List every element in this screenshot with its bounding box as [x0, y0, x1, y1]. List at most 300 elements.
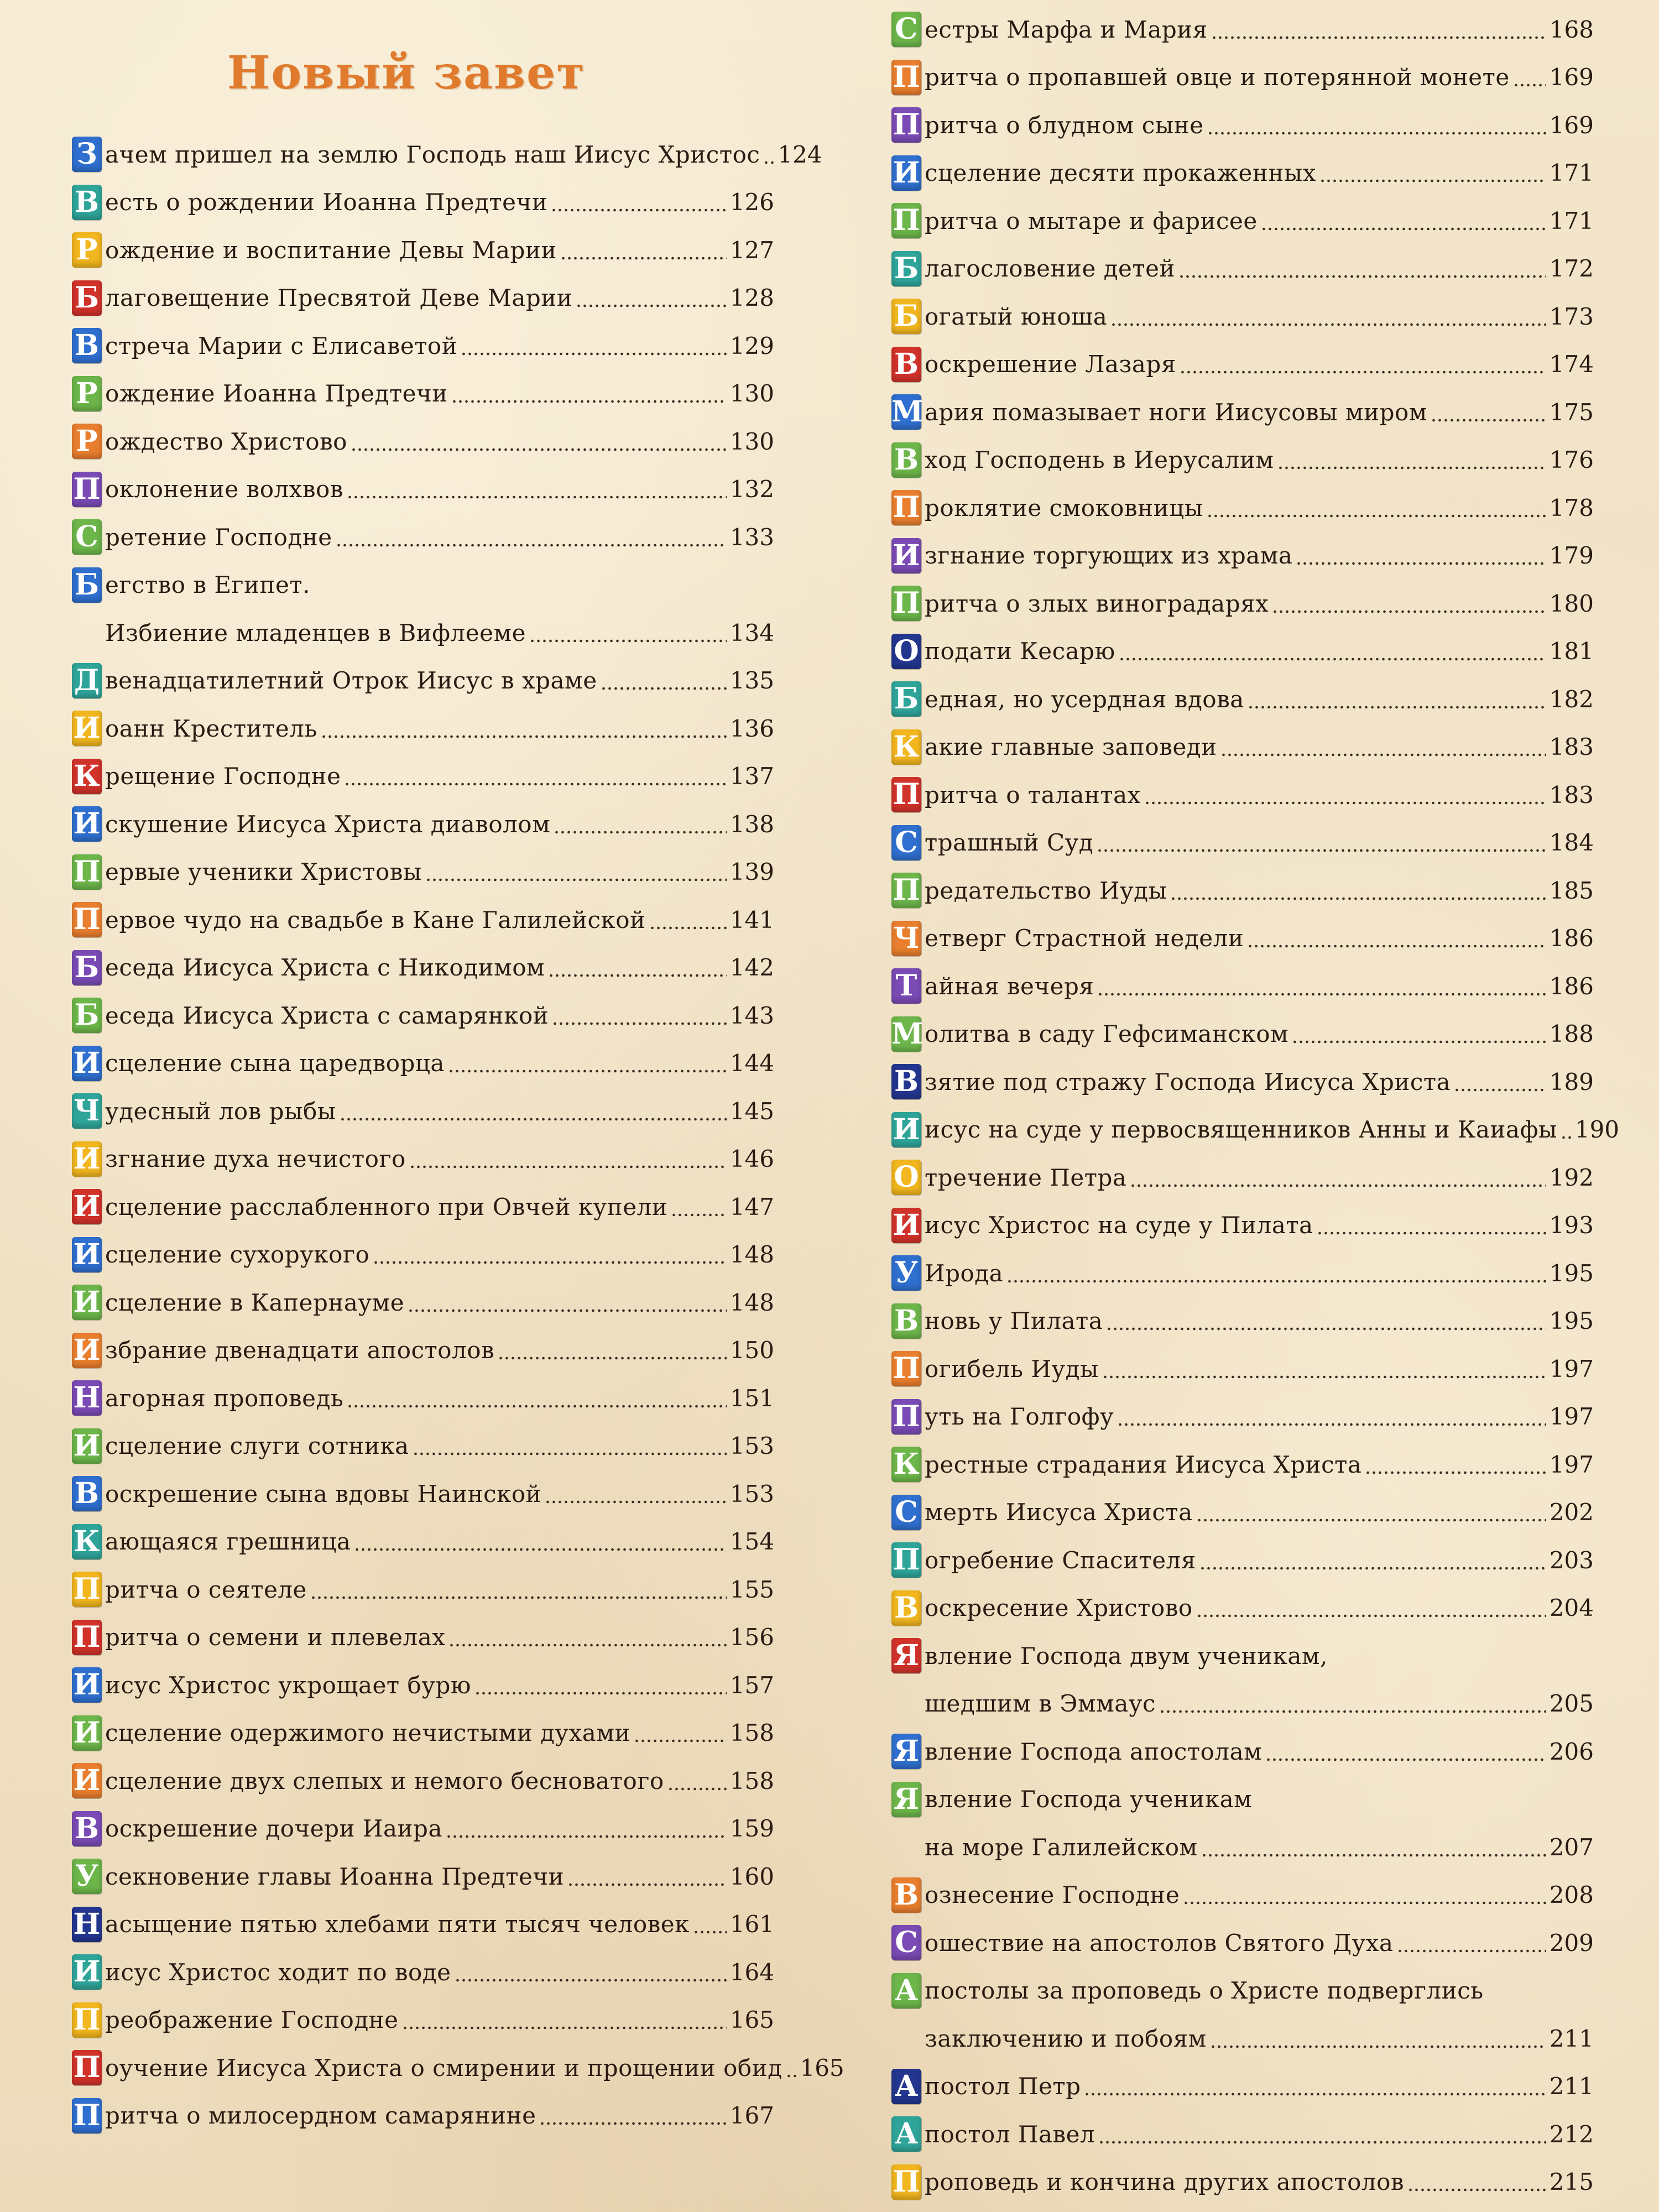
dot-leader — [539, 2121, 726, 2126]
toc-entry — [891, 149, 1594, 197]
dot-leader — [1119, 656, 1546, 662]
dot-leader — [474, 1691, 727, 1696]
drop-cap-initial: И — [72, 1715, 102, 1751]
drop-cap-initial: П — [891, 490, 921, 525]
dot-leader — [1196, 1613, 1546, 1619]
toc-entry-title: рестные страдания Иисуса Христа — [925, 1451, 1362, 1478]
toc-page-number: 182 — [1549, 685, 1594, 713]
toc-entry-title: вление Господа апостолам — [925, 1738, 1262, 1765]
dot-leader — [786, 2073, 797, 2079]
drop-cap-initial: Я — [891, 1638, 921, 1673]
drop-cap-initial: И — [72, 1141, 102, 1177]
dot-leader — [1319, 178, 1546, 184]
toc-entry-title: ретение Господне — [105, 523, 332, 551]
toc-page-number: 169 — [1549, 111, 1594, 139]
toc-entry — [72, 1135, 774, 1183]
drop-cap-initial: Б — [891, 251, 921, 286]
toc-entry-title: оскресение Христово — [925, 1594, 1193, 1622]
toc-page-number: 134 — [729, 619, 774, 646]
drop-cap-initial: П — [891, 873, 921, 908]
toc-page-number: 155 — [729, 1575, 774, 1603]
drop-cap-initial: П — [891, 1351, 921, 1386]
drop-cap-initial: П — [72, 854, 102, 890]
toc-entry-title: ождение и воспитание Девы Марии — [105, 236, 557, 264]
drop-cap-initial: Б — [72, 567, 102, 603]
toc-entry — [891, 1871, 1594, 1919]
dot-leader — [1110, 322, 1546, 327]
drop-cap-initial: В — [72, 1476, 102, 1511]
toc-entry — [72, 418, 774, 466]
toc-entry — [72, 1709, 774, 1757]
drop-cap-initial: Н — [72, 1380, 102, 1416]
toc-page-number: 183 — [1549, 733, 1594, 761]
toc-page-number: 211 — [1549, 2025, 1594, 2052]
dot-leader — [408, 1308, 727, 1313]
toc-entry-title: удесный лов рыбы — [105, 1097, 336, 1125]
toc-entry — [891, 2158, 1594, 2206]
toc-page-number: 195 — [1549, 1259, 1594, 1287]
drop-cap-initial: Б — [72, 950, 102, 985]
dot-leader — [601, 686, 727, 691]
dot-leader — [1084, 2091, 1546, 2097]
toc-page-number: 205 — [1549, 1690, 1594, 1718]
toc-entry — [72, 226, 774, 274]
toc-entry-title: етверг Страстной недели — [925, 925, 1244, 952]
toc-entry — [72, 944, 774, 992]
toc-page-number: 132 — [729, 476, 774, 503]
toc-entry — [891, 197, 1594, 245]
toc-page-number: 130 — [729, 380, 774, 408]
toc-entry-title: ачем пришел на землю Господь наш Иисус Христос — [105, 140, 760, 168]
dot-leader — [551, 207, 727, 213]
dot-leader — [576, 303, 727, 309]
toc-page-number: 160 — [729, 1863, 774, 1890]
toc-entry — [72, 896, 774, 944]
toc-entry-title: еседа Иисуса Христа с самарянкой — [105, 1001, 549, 1029]
dot-leader — [1277, 465, 1546, 471]
toc-page-number: 157 — [729, 1671, 774, 1699]
dot-leader — [1454, 1087, 1546, 1093]
toc-page-number: 212 — [1549, 2120, 1594, 2148]
drop-cap-initial: С — [891, 1495, 921, 1530]
toc-page-number: 144 — [729, 1050, 774, 1077]
toc-page-number: 204 — [1549, 1594, 1594, 1622]
toc-entry — [891, 1393, 1594, 1441]
drop-cap-initial: Б — [72, 280, 102, 316]
toc-entry-title: егство в Египет. — [105, 571, 310, 599]
drop-cap-initial: П — [891, 2164, 921, 2200]
dot-leader — [649, 925, 727, 931]
toc-page-number: 130 — [729, 427, 774, 455]
dot-leader — [498, 1355, 727, 1361]
drop-cap-initial: В — [891, 1064, 921, 1099]
toc-page-number: 178 — [1549, 494, 1594, 521]
drop-cap-initial: О — [891, 1160, 921, 1195]
toc-entry-title: постол Петр — [925, 2073, 1081, 2100]
drop-cap-initial: А — [891, 2116, 921, 2152]
drop-cap-initial: З — [72, 137, 102, 172]
drop-cap-initial: П — [891, 107, 921, 143]
toc-entry-title: ознесение Господне — [925, 1881, 1180, 1909]
toc-entry-title: редательство Иуды — [925, 877, 1167, 904]
toc-page-number: 136 — [729, 714, 774, 742]
toc-entry — [891, 1345, 1594, 1393]
dot-leader — [347, 1404, 727, 1409]
dot-leader — [1211, 35, 1546, 40]
toc-page-number: 165 — [800, 2054, 844, 2081]
toc-page-number: 153 — [729, 1432, 774, 1460]
drop-cap-initial: П — [891, 586, 921, 621]
toc-page-number: 148 — [729, 1288, 774, 1316]
dot-leader — [1199, 1566, 1546, 1571]
drop-cap-initial: П — [72, 2050, 102, 2085]
toc-entry-title: роклятие смоковницы — [925, 494, 1203, 521]
dot-leader — [1272, 609, 1546, 614]
toc-page-number: 145 — [729, 1097, 774, 1125]
toc-entry — [72, 992, 774, 1040]
drop-cap-initial: И — [72, 1046, 102, 1081]
drop-cap-initial: И — [891, 155, 921, 191]
toc-entry-title: ритча о милосердном самарянине — [105, 2102, 536, 2130]
toc-entry-title: оанн Креститель — [105, 714, 317, 742]
toc-entry — [891, 1106, 1620, 1154]
drop-cap-initial: В — [72, 1811, 102, 1846]
drop-cap-initial: Я — [891, 1782, 921, 1817]
toc-page-number: 141 — [729, 906, 774, 933]
toc-page-number: 181 — [1549, 638, 1594, 665]
toc-entry-title: айная вечеря — [925, 972, 1094, 1000]
dot-leader — [1006, 1279, 1546, 1284]
toc-entry-title: ритча о блудном сыне — [925, 111, 1204, 139]
dot-leader — [1248, 705, 1546, 710]
toc-entry — [891, 2063, 1594, 2111]
drop-cap-initial: И — [891, 538, 921, 573]
toc-page-number: 186 — [1549, 972, 1594, 1000]
toc-entry-title: реображение Господне — [105, 2006, 399, 2034]
toc-entry — [72, 1996, 774, 2044]
toc-entry-title: ождение Иоанна Предтечи — [105, 380, 448, 408]
toc-entry — [891, 1919, 1594, 1967]
toc-page-number: 208 — [1549, 1881, 1594, 1909]
toc-entry — [891, 1536, 1594, 1584]
drop-cap-initial: И — [72, 806, 102, 842]
toc-entry-title: мерть Иисуса Христа — [925, 1499, 1193, 1526]
dot-leader — [1180, 369, 1546, 375]
drop-cap-initial: В — [891, 1303, 921, 1339]
dot-leader — [1247, 943, 1546, 949]
toc-page-number: 215 — [1549, 2168, 1594, 2196]
toc-entry-title: едная, но усердная вдова — [925, 685, 1244, 713]
toc-entry-title: ервое чудо на свадьбе в Кане Галилейской — [105, 906, 646, 933]
toc-entry-title: Ирода — [925, 1259, 1004, 1287]
dot-leader — [1265, 1757, 1546, 1762]
toc-entry-title: оскрешение дочери Иаира — [105, 1815, 442, 1843]
dot-leader — [1317, 1230, 1546, 1236]
toc-page-number: 183 — [1549, 781, 1594, 808]
drop-cap-initial: И — [72, 1333, 102, 1368]
toc-entry-title: лагословение детей — [925, 255, 1175, 283]
drop-cap-initial: П — [891, 1399, 921, 1434]
toc-entry — [891, 245, 1594, 293]
toc-entry-title: тречение Петра — [925, 1164, 1127, 1191]
toc-entry-title: ария помазывает ноги Иисусовы миром — [925, 398, 1427, 426]
toc-page-number: 137 — [729, 763, 774, 790]
toc-entry-title: еседа Иисуса Христа с Никодимом — [105, 954, 545, 982]
toc-entry-title: ритча о пропавшей овце и потерянной монете — [925, 64, 1510, 91]
toc-page-number: 138 — [729, 810, 774, 838]
toc-page-number: 147 — [729, 1193, 774, 1220]
toc-entry — [72, 1040, 774, 1088]
toc-entry — [72, 705, 774, 753]
toc-page-number: 129 — [729, 332, 774, 359]
toc-entry — [72, 800, 774, 848]
toc-entry — [72, 753, 774, 801]
toc-entry — [891, 1154, 1594, 1202]
toc-entry — [891, 1010, 1594, 1058]
toc-page-number: 192 — [1549, 1164, 1594, 1191]
drop-cap-initial: И — [72, 1954, 102, 1990]
toc-entry — [72, 1087, 774, 1135]
toc-entry-title: ритча о талантах — [925, 781, 1141, 808]
dot-leader — [321, 734, 727, 739]
toc-entry — [891, 1489, 1594, 1537]
toc-page-number: 207 — [1549, 1833, 1594, 1861]
drop-cap-initial: И — [72, 711, 102, 746]
toc-entry-title: исус Христос на суде у Пилата — [925, 1212, 1313, 1239]
drop-cap-initial: К — [72, 759, 102, 794]
toc-entry — [891, 1441, 1594, 1489]
dot-leader — [567, 1882, 727, 1887]
dot-leader — [1407, 2187, 1546, 2193]
toc-entry-title: ритча о злых виноградарях — [925, 589, 1269, 617]
drop-cap-initial: Б — [72, 998, 102, 1033]
drop-cap-initial: И — [72, 1763, 102, 1798]
toc-entry-title: сцеление двух слепых и немого бесноватого — [105, 1767, 664, 1794]
drop-cap-initial: В — [891, 347, 921, 382]
dot-leader — [347, 494, 727, 500]
toc-entry — [72, 1183, 774, 1231]
toc-entry-title: шедшим в Эммаус — [925, 1690, 1156, 1718]
dot-leader — [693, 1929, 727, 1935]
toc-entry — [72, 322, 774, 370]
dot-leader — [1296, 561, 1546, 566]
toc-page-number: 124 — [778, 140, 822, 168]
toc-entry — [891, 1297, 1594, 1345]
toc-entry-title: скушение Иисуса Христа диаволом — [105, 810, 551, 838]
dot-leader — [545, 1499, 727, 1505]
drop-cap-initial: П — [891, 777, 921, 812]
toc-entry — [72, 1757, 774, 1805]
toc-entry-title: асыщение пятью хлебами пяти тысяч человек — [105, 1911, 690, 1938]
toc-page-number: 179 — [1549, 542, 1594, 570]
toc-page-number: 211 — [1549, 2073, 1594, 2100]
toc-page-number: 139 — [729, 858, 774, 886]
drop-cap-initial: И — [72, 1237, 102, 1272]
toc-entry — [891, 628, 1594, 676]
toc-page-number: 176 — [1549, 446, 1594, 474]
dot-leader — [667, 1786, 727, 1792]
toc-page-number: 148 — [729, 1241, 774, 1269]
toc-page-number: 188 — [1549, 1020, 1594, 1048]
toc-entry-title: зятие под стражу Господа Иисуса Христа — [925, 1068, 1451, 1095]
toc-entry — [72, 1470, 774, 1518]
toc-page-number: 150 — [729, 1337, 774, 1364]
toc-entry-title: акие главные заповеди — [925, 733, 1217, 761]
toc-page-number: 161 — [729, 1911, 774, 1938]
toc-entry — [891, 819, 1594, 867]
toc-entry-title: ервые ученики Христовы — [105, 858, 422, 886]
dot-leader — [1207, 131, 1546, 136]
toc-entry-title: постолы за проповедь о Христе подверглись — [925, 1977, 1484, 2005]
toc-entry-title: лаговещение Пресвятой Деве Марии — [105, 284, 573, 312]
toc-entry-title: исус Христос ходит по воде — [105, 1958, 451, 1986]
dot-leader — [1220, 752, 1546, 758]
dot-leader — [1097, 992, 1546, 997]
toc-entry — [891, 1632, 1594, 1680]
toc-entry — [891, 293, 1594, 341]
toc-entry — [891, 1728, 1594, 1776]
toc-entry — [72, 609, 774, 657]
toc-entry-title: ритча о мытаре и фарисее — [925, 207, 1258, 234]
toc-entry — [891, 1584, 1594, 1632]
toc-entry-title: згнание торгующих из храма — [925, 542, 1293, 570]
toc-page-number: 184 — [1549, 829, 1594, 857]
toc-page-number: 143 — [729, 1001, 774, 1029]
drop-cap-initial: В — [891, 1590, 921, 1626]
toc-entry-title: сцеление сына царедворца — [105, 1050, 445, 1077]
toc-page-number: 153 — [729, 1480, 774, 1507]
drop-cap-initial: П — [72, 902, 102, 937]
toc-entry — [72, 1327, 774, 1375]
dot-leader — [554, 830, 727, 835]
dot-leader — [1117, 1422, 1546, 1427]
dot-leader — [1397, 1948, 1546, 1954]
dot-leader — [1431, 418, 1546, 423]
toc-entry-title: вление Господа двум ученикам, — [925, 1642, 1328, 1670]
toc-entry-title: есть о рождении Иоанна Предтечи — [105, 189, 548, 216]
drop-cap-initial: А — [891, 2069, 921, 2104]
toc-entry — [891, 1776, 1594, 1824]
toc-entry — [72, 1853, 774, 1901]
drop-cap-initial: И — [891, 1112, 921, 1147]
toc-entry-title: венадцатилетний Отрок Иисус в храме — [105, 667, 597, 695]
dot-leader — [413, 1451, 727, 1457]
dot-leader — [1561, 1135, 1572, 1140]
toc-entry — [891, 675, 1594, 723]
toc-page-number: 189 — [1549, 1068, 1594, 1095]
toc-entry-title: ошествие на апостолов Святого Духа — [925, 1929, 1394, 1957]
dot-leader — [1097, 848, 1546, 853]
toc-entry — [891, 867, 1594, 915]
drop-cap-initial: К — [891, 729, 921, 765]
toc-page-number: 195 — [1549, 1307, 1594, 1335]
toc-entry-title: на море Галилейском — [925, 1833, 1198, 1861]
toc-entry-title: ающаяся грешница — [105, 1528, 351, 1556]
toc-entry-title: сцеление расслабленного при Овчей купели — [105, 1193, 668, 1220]
dot-leader — [634, 1738, 727, 1744]
drop-cap-initial: И — [72, 1667, 102, 1703]
toc-entry — [72, 1422, 774, 1470]
drop-cap-initial: Б — [891, 681, 921, 717]
toc-entry — [891, 341, 1594, 389]
dot-leader — [354, 1547, 726, 1552]
toc-entry — [891, 6, 1594, 54]
toc-page-number: 164 — [729, 1958, 774, 1986]
drop-cap-initial: П — [72, 1620, 102, 1655]
toc-page-number: 154 — [729, 1528, 774, 1556]
dot-leader — [402, 2025, 727, 2031]
toc-entry-title: исус на суде у первосвященников Анны и Каиафы — [925, 1116, 1557, 1144]
toc-entry-title: уть на Голгофу — [925, 1403, 1114, 1431]
drop-cap-initial: Ч — [72, 1093, 102, 1129]
drop-cap-initial: П — [891, 60, 921, 95]
toc-entry — [72, 1614, 774, 1662]
toc-entry-title: олитва в саду Гефсиманском — [925, 1020, 1289, 1048]
toc-page-number: 175 — [1549, 398, 1594, 426]
toc-entry — [72, 1805, 774, 1853]
drop-cap-initial: В — [72, 185, 102, 220]
toc-page-number: 197 — [1549, 1355, 1594, 1383]
toc-page-number: 174 — [1549, 351, 1594, 378]
drop-cap-initial: И — [72, 1428, 102, 1464]
dot-leader — [455, 1978, 727, 1983]
drop-cap-initial: С — [891, 1925, 921, 1960]
toc-entry-title: вление Господа ученикам — [925, 1786, 1253, 1813]
dot-leader — [310, 1595, 727, 1600]
toc-entry — [72, 1374, 774, 1422]
toc-entry — [891, 1249, 1594, 1297]
section-title: Новый завет — [227, 46, 586, 100]
drop-cap-initial: М — [891, 1016, 924, 1051]
toc-entry — [891, 1680, 1594, 1728]
dot-leader — [373, 1260, 727, 1265]
toc-entry — [891, 1202, 1594, 1250]
toc-entry — [72, 131, 822, 179]
toc-page-number: 185 — [1549, 877, 1594, 904]
toc-entry — [891, 532, 1594, 580]
toc-page-number: 133 — [729, 523, 774, 551]
toc-entry-title: рещение Господне — [105, 763, 341, 790]
toc-column-right — [891, 6, 1620, 2206]
dot-leader — [671, 1212, 727, 1218]
toc-entry — [891, 2110, 1594, 2158]
dot-leader — [1106, 1326, 1546, 1332]
toc-entry-title: сцеление слуги сотника — [105, 1432, 409, 1460]
toc-page-number: 186 — [1549, 925, 1594, 952]
toc-page-number: 171 — [1549, 207, 1594, 234]
dot-leader — [1201, 1853, 1546, 1858]
toc-page-number: 197 — [1549, 1403, 1594, 1431]
dot-leader — [1178, 274, 1546, 279]
toc-entry-title: новь у Пилата — [925, 1307, 1103, 1335]
toc-page-number: 202 — [1549, 1499, 1594, 1526]
dot-leader — [1261, 226, 1546, 232]
toc-entry — [891, 723, 1594, 771]
dot-leader — [446, 1834, 727, 1839]
drop-cap-initial: Т — [891, 968, 921, 1004]
drop-cap-initial: В — [72, 328, 102, 363]
toc-entry — [891, 388, 1594, 436]
toc-page-number: 203 — [1549, 1546, 1594, 1574]
toc-entry-title: сцеление в Капернауме — [105, 1288, 405, 1316]
toc-entry-title: трашный Суд — [925, 829, 1094, 857]
dot-leader — [552, 1021, 727, 1026]
toc-entry-title: огребение Спасителя — [925, 1546, 1196, 1574]
drop-cap-initial: П — [891, 1542, 921, 1578]
toc-entry — [72, 1661, 774, 1709]
dot-leader — [425, 877, 727, 883]
toc-page-number: 180 — [1549, 589, 1594, 617]
